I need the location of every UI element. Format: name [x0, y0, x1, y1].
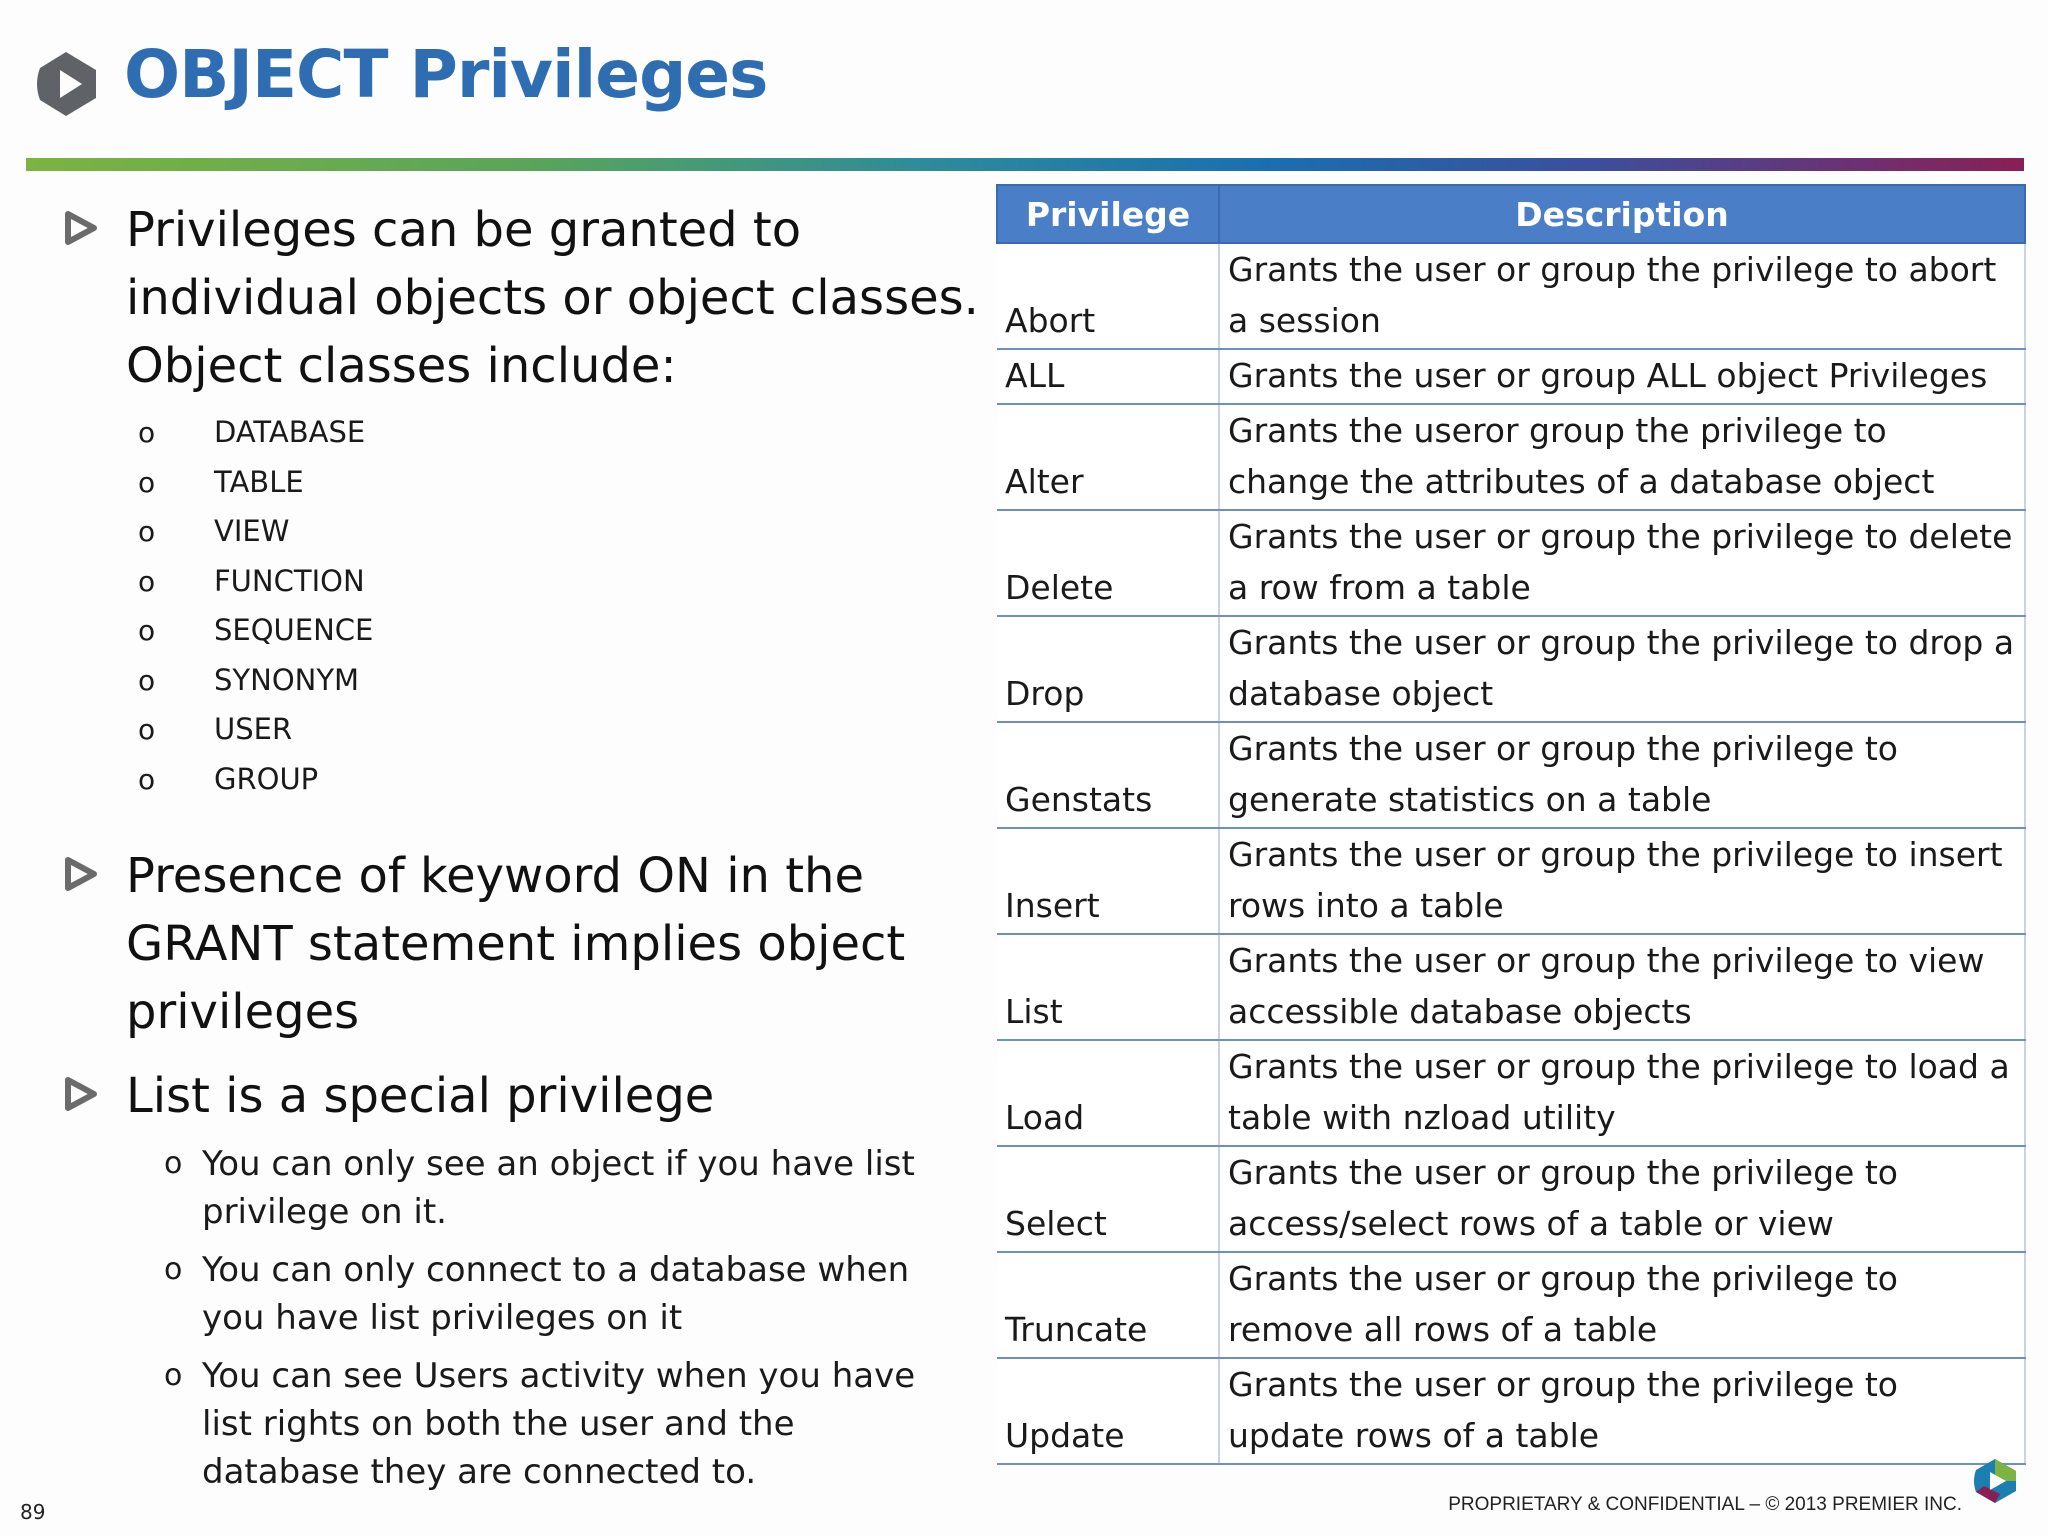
play-arrow-icon [60, 854, 100, 894]
privilege-name: Genstats [997, 722, 1219, 828]
slide-title: OBJECT Privileges [124, 36, 768, 113]
table-row [997, 349, 2025, 404]
privilege-name: Select [997, 1146, 1219, 1252]
privilege-table-container [996, 184, 2026, 1465]
list-item: o You can only see an object if you have list privilege on it. [164, 1144, 915, 1232]
play-arrow-icon [60, 208, 100, 248]
privilege-description: Grants the user or group the privilege to delete a row from a table [1219, 510, 2025, 616]
premier-color-logo-icon [1970, 1456, 2020, 1506]
table-row [997, 1358, 2025, 1464]
table-header-row [997, 185, 2025, 243]
list-item: o FUNCTION [138, 563, 365, 598]
table-row [997, 243, 2025, 349]
header-divider [26, 158, 2024, 171]
privilege-description: Grants the user or group the privilege to view accessible database objects [1219, 934, 2025, 1040]
privilege-name: ALL [997, 349, 1219, 404]
privilege-description: Grants the user or group the privilege to abort a session [1219, 243, 2025, 349]
list-item: o SEQUENCE [138, 613, 374, 647]
privilege-description: Grants the user or group the privilege to load a table with nzload utility [1219, 1040, 2025, 1146]
privilege-description: Grants the user or group the privilege to remove all rows of a table [1219, 1252, 2025, 1358]
privilege-description: Grants the user or group the privilege to drop a database object [1219, 616, 2025, 722]
column-header: Description [1219, 185, 2025, 243]
privilege-name: Abort [997, 243, 1219, 349]
privilege-table [996, 184, 2026, 1465]
play-arrow-icon [60, 1074, 100, 1114]
table-row [997, 1146, 2025, 1252]
privilege-name: Delete [997, 510, 1219, 616]
bullet-list-special [60, 1062, 960, 1130]
table-row [997, 1252, 2025, 1358]
privilege-description: Grants the user or group the privilege to update rows of a table [1219, 1358, 2025, 1464]
object-class-list [60, 408, 960, 804]
premier-logo-icon [30, 48, 102, 120]
privilege-name: Alter [997, 404, 1219, 510]
table-row [997, 934, 2025, 1040]
page-number: 89 [20, 1500, 46, 1524]
list-item: o GROUP [138, 761, 319, 796]
list-item: o You can only connect to a database when you have list privileges on it [164, 1250, 910, 1338]
privilege-description: Grants the useror group the privilege to change the attributes of a database object [1219, 404, 2025, 510]
table-row [997, 1040, 2025, 1146]
privilege-name: List [997, 934, 1219, 1040]
table-row [997, 828, 2025, 934]
list-item: o You can see Users activity when you have list rights on both the user and the database they are connected to. [164, 1356, 916, 1492]
list-item: o TABLE [138, 464, 304, 499]
privilege-description: Grants the user or group ALL object Privileges [1219, 349, 2025, 404]
bullet-text: Privileges can be granted to individual objects or object classes. Object classes include: [126, 202, 979, 394]
privilege-name: Load [997, 1040, 1219, 1146]
privilege-description: Grants the user or group the privilege to generate statistics on a table [1219, 722, 2025, 828]
table-row [997, 510, 2025, 616]
list-item: o DATABASE [138, 415, 366, 449]
list-item: o VIEW [138, 514, 290, 548]
bullet-text: List is a special privilege [126, 1068, 715, 1124]
table-row [997, 722, 2025, 828]
footer-copyright: PROPRIETARY & CONFIDENTIAL – © 2013 PREMIER INC. [1448, 1494, 1962, 1515]
table-row [997, 616, 2025, 722]
privilege-name: Drop [997, 616, 1219, 722]
list-item: o SYNONYM [138, 662, 360, 697]
table-row [997, 404, 2025, 510]
column-header: Privilege [997, 185, 1219, 243]
left-column [60, 196, 979, 1506]
privilege-description: Grants the user or group the privilege to insert rows into a table [1219, 828, 2025, 934]
bullet-keyword-on [60, 842, 960, 1046]
privilege-description: Grants the user or group the privilege to access/select rows of a table or view [1219, 1146, 2025, 1252]
list-item: o USER [138, 712, 293, 746]
list-privilege-notes [60, 1140, 960, 1496]
privilege-name: Truncate [997, 1252, 1219, 1358]
bullet-object-classes [60, 196, 979, 400]
privilege-name: Update [997, 1358, 1219, 1464]
bullet-text: Presence of keyword ON in the GRANT statement implies object privileges [126, 848, 906, 1040]
privilege-name: Insert [997, 828, 1219, 934]
